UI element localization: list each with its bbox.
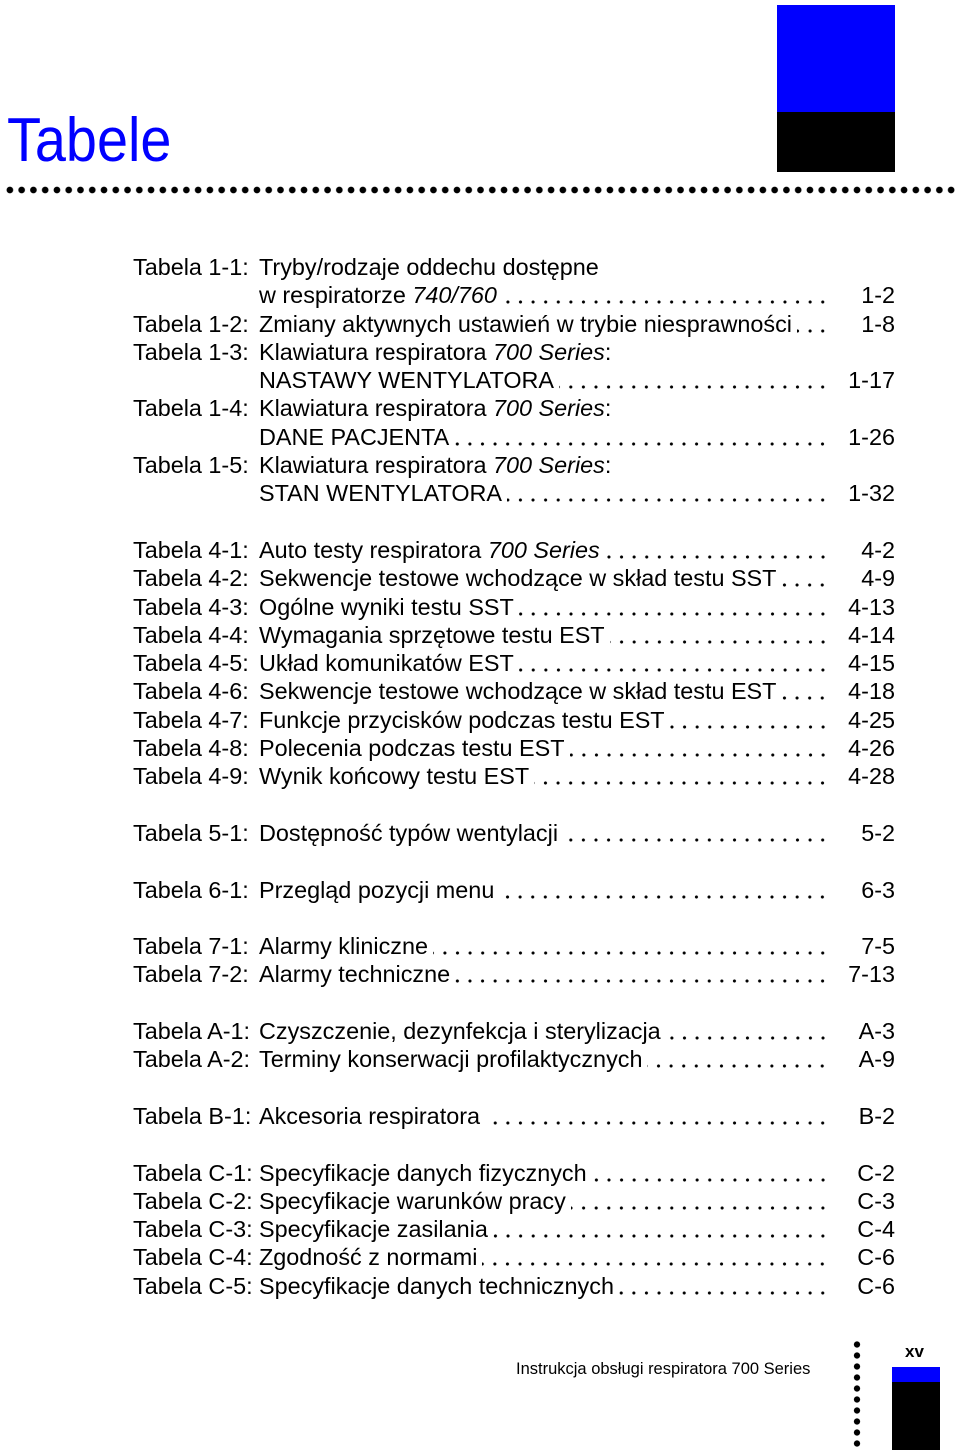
toc-entry — [133, 1045, 895, 1073]
toc-entry-line — [259, 819, 895, 847]
toc-entry-label: Tabela B-1: — [133, 1102, 252, 1129]
toc-entry — [133, 649, 895, 677]
toc-entry-title-segment: w respiratorze — [259, 282, 413, 309]
toc-entry-body — [259, 1187, 895, 1215]
toc-entry-title-segment: NASTAWY WENTYLATORA — [259, 367, 555, 394]
toc-entry-body — [259, 1045, 895, 1073]
toc-entry-title-segment: Specyfikacje danych technicznych — [259, 1272, 614, 1299]
toc-entry — [133, 1272, 895, 1300]
toc-entry-line — [259, 1017, 895, 1045]
toc-entry-title-italic: 740/760 — [412, 282, 497, 309]
dot-leader — [570, 734, 829, 762]
toc-entry-page-number: 4-18 — [848, 678, 895, 705]
toc-entry-title-segment: : — [604, 338, 612, 365]
toc-entry — [133, 734, 895, 762]
toc-entry-title-segment: Specyfikacje zasilania — [259, 1216, 488, 1243]
toc-entry — [133, 310, 895, 338]
toc-entry-title-segment: Sekwencje testowe wchodzące w skład testu EST — [259, 678, 777, 705]
toc-entry-label: Tabela C-5: — [133, 1272, 253, 1299]
toc-entry-line — [259, 423, 895, 451]
toc-entry-line — [259, 338, 895, 366]
toc-entry-page-number: 1-32 — [848, 480, 895, 507]
toc-entry — [133, 677, 895, 705]
toc-entry-title-segment: Polecenia podczas testu EST — [259, 735, 565, 762]
toc-entry-label: Tabela 1-3: — [133, 338, 249, 365]
toc-entry-line — [259, 706, 895, 734]
toc-entry-label: Tabela 5-1: — [133, 819, 249, 846]
toc-entry-title-italic: 700 Series — [487, 536, 600, 563]
toc-entry-label: Tabela 4-2: — [133, 565, 249, 592]
toc-entry-line — [259, 281, 895, 309]
toc-entry-page-number: 7-5 — [861, 933, 895, 960]
toc-entry-title-segment: : — [604, 452, 612, 479]
toc-entry-body — [259, 564, 895, 592]
toc-entry-title-italic: 700 Series — [493, 395, 605, 422]
dot-leader — [592, 1159, 829, 1187]
toc-entry-body — [259, 310, 895, 338]
toc-entry-title-segment: DANE PACJENTA — [259, 423, 450, 450]
toc-entry-page-number: A-3 — [858, 1018, 895, 1045]
toc-entry-title-italic: 700 Series — [493, 338, 605, 365]
toc-entry — [133, 1187, 895, 1215]
toc-entry-body — [259, 706, 895, 734]
toc-entry-title — [259, 564, 776, 592]
toc-entry — [133, 819, 895, 847]
toc-entry-page-number: A-9 — [858, 1046, 895, 1073]
toc-entry-body — [259, 734, 895, 762]
toc-entry-page-number: C-6 — [857, 1244, 895, 1271]
dot-leader — [781, 564, 829, 592]
toc-entry-body — [259, 960, 895, 988]
toc-entry-page-number: 1-17 — [848, 367, 895, 394]
toc-entry-title-segment: Wymagania sprzętowe testu EST — [259, 621, 605, 648]
toc-entry-title-segment: Alarmy techniczne — [259, 961, 451, 988]
toc-entry-title — [259, 593, 514, 621]
toc-entry-page-number: 4-28 — [848, 763, 895, 790]
dot-leader — [499, 876, 829, 904]
toc-entry-title — [259, 706, 665, 734]
toc-entry-label: Tabela 1-5: — [133, 452, 249, 479]
toc-entry-title — [259, 1243, 477, 1271]
toc-entry-title — [259, 734, 565, 762]
toc-entry-line — [259, 536, 895, 564]
toc-entry — [133, 1017, 895, 1045]
toc-entry-label: Tabela C-2: — [133, 1187, 253, 1214]
toc-entry-body — [259, 677, 895, 705]
toc-entry-title — [259, 1272, 614, 1300]
toc-entry-body — [259, 451, 895, 508]
dot-leader — [619, 1272, 829, 1300]
toc-entry-line — [259, 564, 895, 592]
dot-leader — [571, 1187, 829, 1215]
toc-entry-line — [259, 762, 895, 790]
toc-entry-label: Tabela 4-1: — [133, 536, 249, 563]
toc-entry-page-number: 4-2 — [861, 536, 895, 563]
toc-entry-page-number: 4-14 — [848, 621, 895, 648]
dot-leader — [563, 819, 829, 847]
toc-entry-body — [259, 593, 895, 621]
toc-entry — [133, 876, 895, 904]
toc-entry-page-number: 4-9 — [861, 565, 895, 592]
toc-entry-title-segment: Zgodność z normami — [259, 1244, 478, 1271]
toc-entry-line — [259, 1045, 895, 1073]
toc-entry-label: Tabela 1-2: — [133, 310, 249, 337]
toc-group — [133, 819, 895, 847]
toc-entry-title — [259, 1017, 661, 1045]
toc-entry-title — [259, 338, 611, 366]
toc-entry-title — [259, 1045, 642, 1073]
toc-entry-title — [259, 253, 599, 281]
toc-entry-line — [259, 1215, 895, 1243]
toc-entry-body — [259, 762, 895, 790]
chapter-tab-blue — [777, 5, 895, 112]
toc-entry — [133, 593, 895, 621]
dot-leader — [781, 677, 829, 705]
dot-leader — [797, 310, 829, 338]
toc-entry — [133, 621, 895, 649]
toc-entry-title-segment: Tryby/rodzaje oddechu dostępne — [259, 254, 599, 280]
footer-page-number: xv — [905, 1342, 924, 1361]
chapter-tab-black — [777, 112, 895, 172]
toc-entry-label: Tabela 4-5: — [133, 650, 249, 677]
toc-entry — [133, 564, 895, 592]
toc-group — [133, 253, 895, 508]
dot-leader — [482, 1243, 829, 1271]
dot-leader — [534, 762, 829, 790]
toc-entry-title-segment: Specyfikacje warunków pracy — [259, 1187, 566, 1214]
toc-entry-line — [259, 366, 895, 394]
dotted-rule — [4, 186, 958, 194]
toc-entry-page-number: 4-13 — [848, 593, 895, 620]
toc-entry-title-segment: Klawiatura respiratora — [259, 452, 494, 479]
toc-entry-page-number: 1-26 — [848, 423, 895, 450]
toc-entry-title — [259, 423, 449, 451]
toc-entry-title-segment: Akcesoria respiratora — [259, 1102, 481, 1129]
toc-entry-line — [259, 734, 895, 762]
footer-tab-black — [892, 1382, 940, 1450]
toc-entry-title-segment: Terminy konserwacji profilaktycznych — [259, 1046, 643, 1073]
toc-entry-label: Tabela 7-2: — [133, 961, 249, 988]
toc-entry-page-number: 7-13 — [848, 961, 895, 988]
toc-entry-title — [259, 451, 611, 479]
toc-entry-line — [259, 1159, 895, 1187]
toc-entry-title-segment: Specyfikacje danych fizycznych — [259, 1159, 587, 1186]
toc-entry-title-segment: : — [604, 395, 612, 422]
toc-entry-title — [259, 819, 558, 847]
toc-entry-title-segment: STAN WENTYLATORA — [259, 480, 503, 507]
toc-entry-title — [259, 960, 450, 988]
toc-entry-line — [259, 1243, 895, 1271]
toc-entry-title-segment: Przegląd pozycji menu — [259, 876, 495, 903]
toc-entry-body — [259, 394, 895, 451]
toc-entry-title — [259, 1159, 587, 1187]
toc-entry-page-number: 5-2 — [861, 819, 895, 846]
toc-entry-title — [259, 479, 502, 507]
toc-entry — [133, 1159, 895, 1187]
toc-entry-page-number: C-3 — [857, 1187, 895, 1214]
toc-entry-title — [259, 932, 428, 960]
toc-entry-title — [259, 366, 554, 394]
table-of-tables — [133, 253, 895, 1300]
toc-entry-label: Tabela A-2: — [133, 1046, 251, 1073]
dot-leader — [670, 706, 829, 734]
toc-entry-body — [259, 1243, 895, 1271]
toc-group — [133, 876, 895, 904]
toc-entry — [133, 706, 895, 734]
dot-leader — [519, 593, 829, 621]
toc-entry — [133, 394, 895, 451]
toc-entry-title — [259, 536, 600, 564]
dot-leader — [485, 1102, 829, 1130]
toc-entry-line — [259, 479, 895, 507]
toc-entry-body — [259, 1017, 895, 1045]
toc-entry-title-segment: Układ komunikatów EST — [259, 650, 514, 677]
toc-entry-label: Tabela 4-3: — [133, 593, 249, 620]
page-title: Tabele — [7, 106, 172, 175]
dot-leader — [519, 649, 829, 677]
toc-entry-body — [259, 621, 895, 649]
toc-group — [133, 1159, 895, 1300]
dot-leader — [455, 960, 829, 988]
toc-entry-body — [259, 253, 895, 310]
toc-entry-label: Tabela 7-1: — [133, 933, 249, 960]
toc-entry-title — [259, 394, 611, 422]
toc-entry-page-number: 4-26 — [848, 735, 895, 762]
toc-group — [133, 1017, 895, 1074]
toc-entry-title-segment: Auto testy respiratora — [259, 536, 488, 563]
toc-entry-label: Tabela 4-6: — [133, 678, 249, 705]
dot-leader — [502, 281, 829, 309]
toc-entry — [133, 1215, 895, 1243]
toc-entry — [133, 536, 895, 564]
toc-entry-line — [259, 677, 895, 705]
toc-entry — [133, 253, 895, 310]
toc-entry — [133, 762, 895, 790]
toc-entry — [133, 1243, 895, 1271]
toc-entry-line — [259, 1272, 895, 1300]
toc-group — [133, 932, 895, 989]
toc-entry — [133, 960, 895, 988]
toc-entry-line — [259, 960, 895, 988]
toc-entry-label: Tabela 6-1: — [133, 876, 249, 903]
toc-entry-line — [259, 876, 895, 904]
toc-group — [133, 1102, 895, 1130]
toc-entry-title-segment: Klawiatura respiratora — [259, 395, 494, 422]
footer-dot-column — [853, 1339, 861, 1449]
dot-leader — [559, 366, 829, 394]
dot-leader — [507, 479, 829, 507]
toc-entry-line — [259, 1187, 895, 1215]
toc-entry-page-number: C-2 — [857, 1159, 895, 1186]
toc-entry-page-number: 1-8 — [861, 310, 895, 337]
toc-entry-title — [259, 310, 792, 338]
toc-entry-body — [259, 1102, 895, 1130]
toc-entry-label: Tabela 4-9: — [133, 763, 249, 790]
toc-entry-title — [259, 621, 605, 649]
toc-entry-page-number: 1-2 — [861, 282, 895, 309]
toc-entry-title — [259, 762, 529, 790]
toc-entry — [133, 338, 895, 395]
toc-entry-title-segment: Alarmy kliniczne — [259, 933, 428, 960]
footer-manual-title: Instrukcja obsługi respiratora 700 Series — [516, 1360, 811, 1378]
toc-entry-title-segment: Zmiany aktywnych ustawień w trybie niesprawności — [259, 310, 792, 337]
toc-entry-title — [259, 1102, 480, 1130]
toc-entry-body — [259, 932, 895, 960]
toc-entry-line — [259, 394, 895, 422]
footer-tab-blue — [892, 1367, 940, 1382]
dot-leader — [610, 621, 829, 649]
toc-entry-title-segment: Funkcje przycisków podczas testu EST — [259, 706, 665, 733]
dot-leader — [433, 932, 829, 960]
toc-entry-title-segment: Dostępność typów wentylacji — [259, 819, 559, 846]
toc-entry-label: Tabela C-3: — [133, 1216, 253, 1243]
toc-entry-title — [259, 1215, 488, 1243]
toc-entry-body — [259, 338, 895, 395]
toc-entry-line — [259, 621, 895, 649]
toc-entry-body — [259, 819, 895, 847]
toc-entry-title — [259, 281, 497, 309]
toc-entry-label: Tabela A-1: — [133, 1018, 251, 1045]
toc-entry-body — [259, 649, 895, 677]
toc-entry-label: Tabela 4-8: — [133, 735, 249, 762]
toc-entry — [133, 1102, 895, 1130]
toc-entry-title — [259, 649, 514, 677]
toc-entry-line — [259, 649, 895, 677]
toc-entry-title-segment: Ogólne wyniki testu SST — [259, 593, 514, 620]
toc-entry-line — [259, 310, 895, 338]
toc-group — [133, 536, 895, 791]
dot-leader — [647, 1045, 829, 1073]
toc-entry-title-italic: 700 Series — [493, 452, 605, 479]
toc-entry-label: Tabela C-1: — [133, 1159, 253, 1186]
toc-entry-line — [259, 593, 895, 621]
toc-entry-page-number: C-4 — [857, 1216, 895, 1243]
toc-entry-body — [259, 536, 895, 564]
toc-entry-line — [259, 451, 895, 479]
toc-entry — [133, 451, 895, 508]
dot-leader — [666, 1017, 829, 1045]
toc-entry-title-segment: Sekwencje testowe wchodzące w skład testu SST — [259, 565, 777, 592]
toc-entry-line — [259, 253, 895, 281]
toc-entry-title-segment: Czyszczenie, dezynfekcja i sterylizacja — [259, 1018, 661, 1045]
toc-entry-page-number: 4-25 — [848, 706, 895, 733]
toc-entry-title-segment: Wynik końcowy testu EST — [259, 763, 530, 790]
toc-entry-label: Tabela C-4: — [133, 1244, 253, 1271]
toc-entry-line — [259, 1102, 895, 1130]
toc-entry-page-number: C-6 — [857, 1272, 895, 1299]
dot-leader — [493, 1215, 829, 1243]
toc-entry-label: Tabela 1-4: — [133, 395, 249, 422]
dot-leader — [454, 423, 829, 451]
toc-entry-label: Tabela 1-1: — [133, 254, 249, 280]
toc-entry — [133, 932, 895, 960]
toc-entry-title-segment: Klawiatura respiratora — [259, 338, 494, 365]
dot-leader — [605, 536, 829, 564]
toc-entry-page-number: B-2 — [858, 1102, 895, 1129]
toc-entry-title — [259, 876, 494, 904]
toc-entry-page-number: 4-15 — [848, 650, 895, 677]
toc-entry-label: Tabela 4-7: — [133, 706, 249, 733]
toc-entry-label: Tabela 4-4: — [133, 621, 249, 648]
toc-entry-body — [259, 1215, 895, 1243]
toc-entry-title — [259, 677, 776, 705]
toc-entry-body — [259, 1272, 895, 1300]
toc-entry-title — [259, 1187, 566, 1215]
toc-entry-page-number: 6-3 — [861, 876, 895, 903]
toc-entry-body — [259, 876, 895, 904]
toc-entry-line — [259, 932, 895, 960]
toc-entry-body — [259, 1159, 895, 1187]
